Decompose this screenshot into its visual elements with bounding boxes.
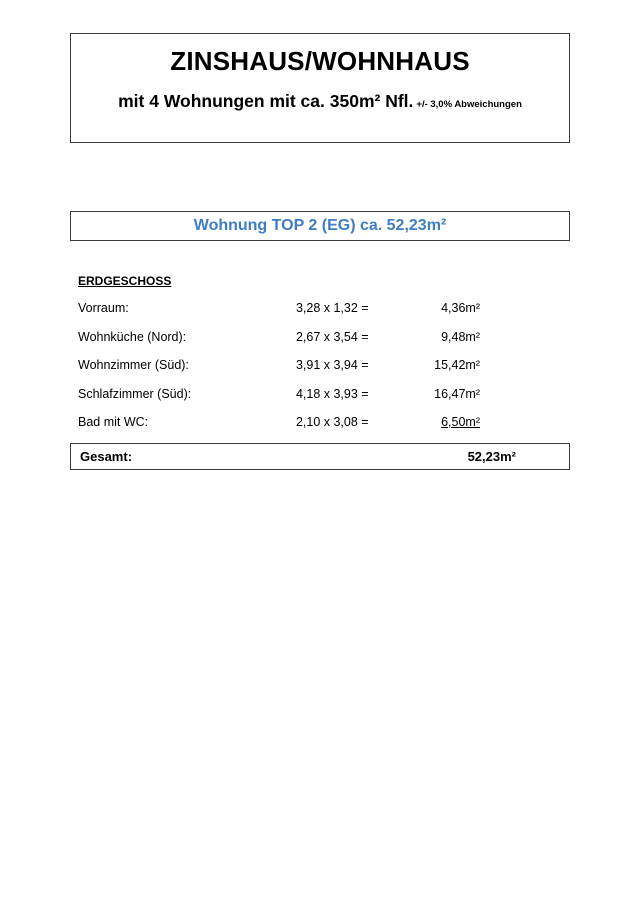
- room-dimensions: 4,18 x 3,93 =: [295, 386, 369, 401]
- room-name: Bad mit WC:: [78, 415, 149, 429]
- document-subtitle: [71, 91, 569, 112]
- total-label: Gesamt:: [80, 449, 133, 464]
- room-area: 15,42m²: [434, 358, 480, 372]
- total-box: [70, 443, 570, 470]
- table-row: [78, 301, 498, 330]
- unit-title: Wohnung TOP 2 (EG) ca. 52,23m²: [193, 217, 447, 234]
- room-name: Wohnküche (Nord):: [78, 329, 187, 344]
- room-name: Schlafzimmer (Süd):: [78, 386, 192, 401]
- room-list: [78, 301, 498, 444]
- document-title: ZINSHAUS/WOHNHAUS: [170, 46, 470, 76]
- room-dimensions: 3,91 x 3,94 =: [295, 358, 369, 372]
- room-area: 6,50m²: [441, 415, 480, 429]
- table-row: [78, 387, 498, 416]
- table-row: [78, 330, 498, 359]
- header-box: [70, 33, 570, 143]
- room-name: Vorraum:: [78, 301, 129, 315]
- unit-title-box: [70, 211, 570, 241]
- room-dimensions: 2,10 x 3,08 =: [295, 415, 369, 429]
- room-name: Wohnzimmer (Süd):: [78, 358, 189, 372]
- table-row: [78, 415, 498, 444]
- total-value: 52,23m²: [467, 449, 516, 464]
- room-area: 9,48m²: [441, 329, 480, 344]
- room-area: 16,47m²: [434, 386, 480, 401]
- table-row: [78, 358, 498, 387]
- room-dimensions: 2,67 x 3,54 =: [295, 329, 369, 344]
- room-area: 4,36m²: [441, 301, 480, 315]
- room-dimensions: 3,28 x 1,32 =: [295, 301, 369, 315]
- document-subtitle-text: mit 4 Wohnungen mit ca. 350m² Nfl.: [118, 91, 414, 111]
- floor-label: ERDGESCHOSS: [78, 274, 172, 288]
- deviation-note: +/- 3,0% Abweichungen: [416, 99, 522, 110]
